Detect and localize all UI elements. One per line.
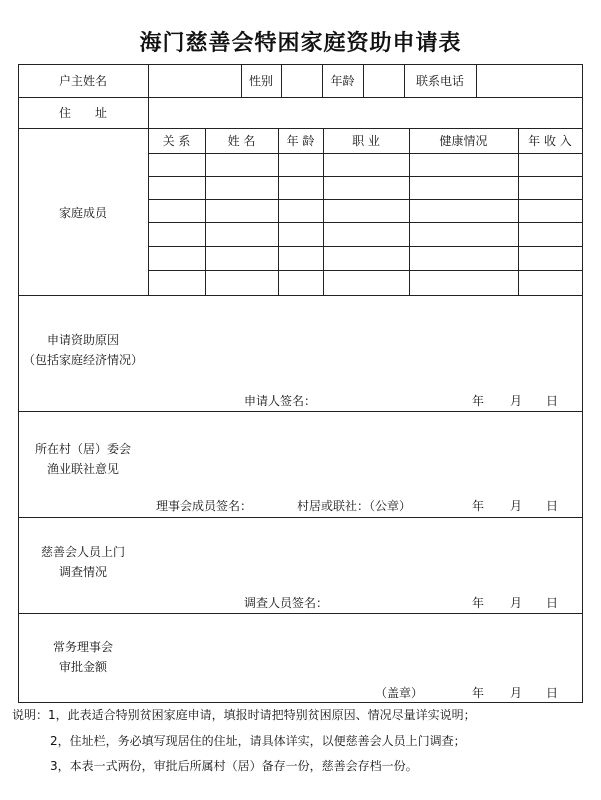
council-member-signature-label: 理事会成员签名： bbox=[156, 499, 253, 513]
reason-sublabel: （包括家庭经济情况） bbox=[22, 353, 143, 367]
reason-year: 年 bbox=[472, 394, 485, 408]
village-year: 年 bbox=[472, 499, 485, 513]
reason-day: 日 bbox=[546, 394, 559, 408]
approval-month: 月 bbox=[510, 686, 523, 700]
village-label: 所在村（居）委会 bbox=[34, 442, 131, 456]
approval-year: 年 bbox=[472, 686, 485, 700]
address-label: 住 址 bbox=[58, 106, 107, 120]
column-annual-income: 年 收 入 bbox=[528, 134, 572, 148]
visit-label: 慈善会人员上门 bbox=[40, 545, 125, 559]
approval-stamp-label: （盖章） bbox=[375, 686, 424, 700]
village-day: 日 bbox=[546, 499, 559, 513]
column-name: 姓 名 bbox=[227, 134, 256, 148]
investigator-signature-label: 调查人员签名： bbox=[244, 596, 329, 610]
reason-month: 月 bbox=[510, 394, 523, 408]
column-occupation: 职 业 bbox=[352, 134, 380, 148]
age-label: 年龄 bbox=[330, 74, 355, 88]
visit-day: 日 bbox=[546, 596, 559, 610]
village-month: 月 bbox=[510, 499, 523, 513]
column-age: 年 龄 bbox=[286, 134, 315, 148]
approval-sublabel: 审批金额 bbox=[58, 660, 107, 674]
gender-label: 性别 bbox=[248, 74, 273, 88]
column-health: 健康情况 bbox=[439, 134, 488, 148]
note-line-1: 说明：1，此表适合特别贫困家庭申请，填报时请把特别贫困原因、情况尽量详实说明； bbox=[12, 708, 476, 722]
visit-sublabel: 调查情况 bbox=[58, 565, 107, 579]
reason-label: 申请资助原因 bbox=[46, 333, 119, 347]
householder-name-label: 户主姓名 bbox=[58, 74, 107, 88]
applicant-signature-label: 申请人签名： bbox=[244, 394, 317, 408]
column-relation: 关 系 bbox=[162, 134, 191, 148]
phone-label: 联系电话 bbox=[415, 74, 464, 88]
note-line-3: 3，本表一式两份，审批后所属村（居）备存一份，慈善会存档一份。 bbox=[50, 759, 418, 773]
approval-label: 常务理事会 bbox=[52, 640, 113, 654]
approval-day: 日 bbox=[546, 686, 559, 700]
village-stamp-label: 村居或联社：（公章） bbox=[297, 499, 412, 513]
family-members-label: 家庭成员 bbox=[58, 206, 107, 220]
visit-year: 年 bbox=[472, 596, 485, 610]
note-line-2: 2，住址栏，务必填写现居住的住址，请具体详实，以便慈善会人员上门调查； bbox=[50, 734, 466, 748]
visit-month: 月 bbox=[510, 596, 523, 610]
village-sublabel: 渔业联社意见 bbox=[46, 462, 119, 476]
form-title: 海门慈善会特困家庭资助申请表 bbox=[139, 31, 462, 56]
